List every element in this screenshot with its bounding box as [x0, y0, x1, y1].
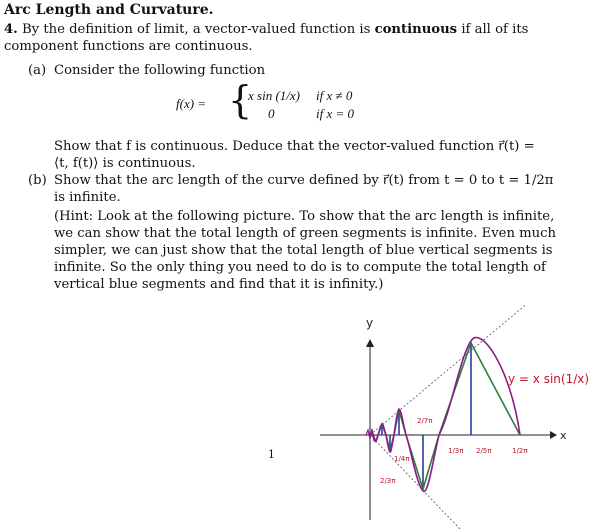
- piecewise-case1-cond: if x ≠ 0: [316, 88, 353, 103]
- y-axis-label: y: [366, 316, 374, 330]
- page-number: 1: [268, 448, 275, 461]
- tick-label-1-2pi: 1/2π: [512, 447, 528, 455]
- curve-label: y = x sin(1/x): [508, 372, 590, 386]
- problem-intro-text-a: By the definition of limit, a vector-valued function is: [21, 22, 371, 37]
- tick-label-2-5pi: 2/5π: [476, 447, 492, 455]
- part-a-line1: Show that f is continuous. Deduce that the vector-valued function r⃗(t) =: [54, 139, 535, 154]
- problem-intro-line2: component functions are continuous.: [4, 39, 253, 54]
- part-a-lead: Consider the following function: [54, 63, 266, 78]
- part-a-line2: ⟨t, f(t)⟩ is continuous.: [54, 156, 196, 171]
- piecewise-brace: {: [228, 78, 253, 122]
- arc-length-figure: [310, 305, 598, 529]
- hint-line-4: infinite. So the only thing you need to do is to compute the total length of: [54, 260, 546, 275]
- part-a-label: (a): [28, 63, 47, 78]
- part-b-label: (b): [28, 173, 47, 188]
- x-axis-label: x: [560, 429, 567, 442]
- problem-intro: [4, 21, 528, 38]
- x-axis-arrow-icon: [550, 431, 557, 439]
- blue-vertical-segments: [382, 343, 471, 489]
- piecewise-case2-cond: if x = 0: [316, 106, 355, 121]
- problem-intro-bold: continuous: [374, 22, 458, 37]
- tick-label-1-4pi: 1/4π: [394, 455, 410, 463]
- piecewise-case1-expr: x sin (1/x): [248, 88, 300, 103]
- tick-label-2-3pi: 2/3π: [380, 477, 396, 485]
- section-title: Arc Length and Curvature.: [4, 2, 214, 18]
- y-axis-arrow-icon: [366, 339, 374, 347]
- tick-label-1-3pi: 1/3π: [448, 447, 464, 455]
- part-b-line1: Show that the arc length of the curve defined by r⃗(t) from t = 0 to t = 1/2π: [54, 173, 554, 188]
- hint-line-5: vertical blue segments and find that it is infinity.): [54, 277, 384, 292]
- problem-number: 4.: [4, 22, 18, 37]
- part-b-line2: is infinite.: [54, 190, 121, 205]
- hint-line-3: simpler, we can just show that the total length of blue vertical segments is: [54, 243, 553, 258]
- hint-line-1: (Hint: Look at the following picture. To show that the arc length is infinite,: [54, 209, 555, 224]
- hint-line-2: we can show that the total length of green segments is infinite. Even much: [54, 226, 557, 241]
- piecewise-fx: f(x) =: [176, 96, 207, 111]
- tick-label-2-7pi: 2/7π: [417, 417, 433, 425]
- curve-x-sin-1-over-x: [370, 337, 520, 491]
- piecewise-case2-expr: 0: [268, 106, 275, 121]
- problem-intro-text-b: if all of its: [461, 22, 529, 37]
